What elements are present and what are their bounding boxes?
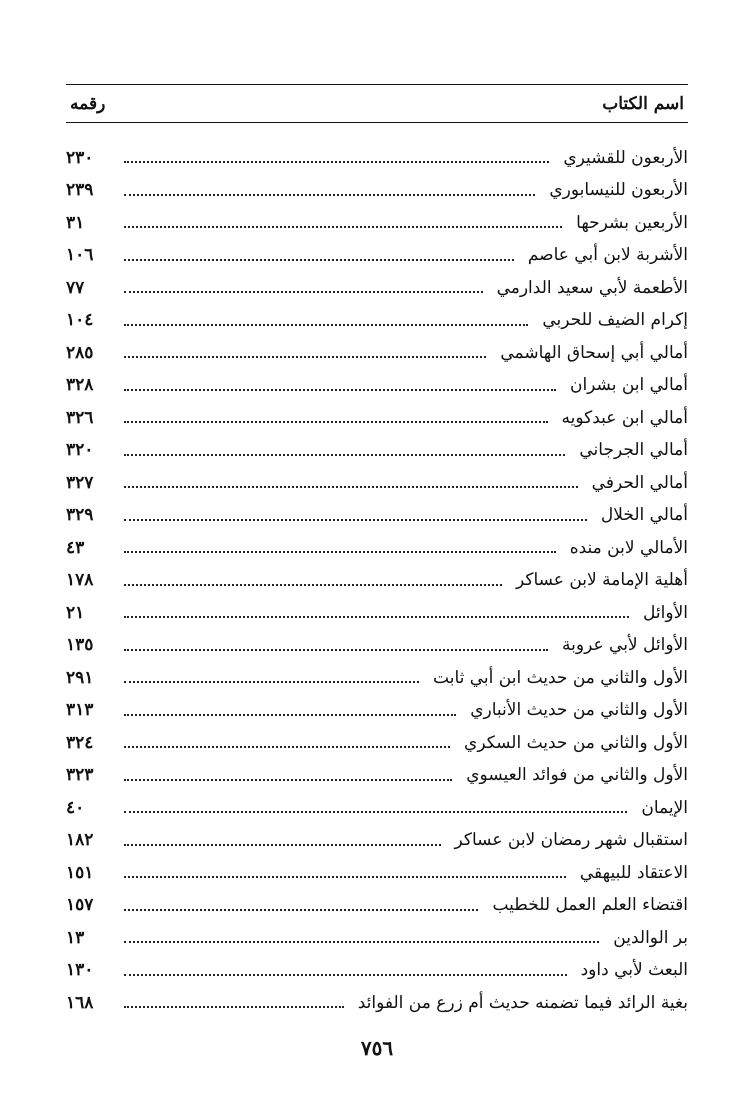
book-number: ٢٣٠ (66, 147, 94, 168)
book-title: الأوائل (643, 602, 688, 623)
dot-leader (124, 356, 486, 358)
book-title: الأول والثاني من حديث ابن أبي ثابت (433, 667, 688, 688)
book-title: أمالي الحرفي (591, 472, 688, 493)
dot-leader (124, 389, 556, 391)
book-title: أمالي أبي إسحاق الهاشمي (500, 342, 688, 363)
book-title: اقتضاء العلم العمل للخطيب (492, 895, 688, 916)
index-entry (66, 435, 688, 468)
book-number: ٤٠ (66, 797, 85, 818)
book-title: بر الوالدين (613, 927, 688, 948)
dot-leader (124, 486, 578, 488)
dot-leader (124, 649, 548, 651)
book-number: ٣٢٠ (66, 440, 94, 461)
book-number: ٤٣ (66, 537, 85, 558)
book-number: ١٥٧ (66, 895, 94, 916)
book-number: ٣١٣ (66, 700, 94, 721)
book-title: أهلية الإمامة لابن عساكر (515, 570, 688, 591)
index-entry (66, 240, 688, 273)
dot-leader (124, 161, 549, 163)
index-list (66, 142, 688, 1020)
book-number: ١٨٢ (66, 830, 94, 851)
book-title: الأطعمة لأبي سعيد الدارمي (496, 277, 688, 298)
book-number: ١٠٤ (66, 310, 94, 331)
book-title: الأول والثاني من حديث السكري (464, 732, 688, 753)
book-number: ٣٢٨ (66, 375, 94, 396)
book-number: ١٥١ (66, 862, 94, 883)
index-entry (66, 760, 688, 793)
dot-leader (124, 941, 599, 943)
book-title-column-header: اسم الكتاب (602, 93, 684, 114)
index-entry (66, 402, 688, 435)
index-entry (66, 695, 688, 728)
dot-leader (124, 259, 514, 261)
book-title: الأول والثاني من فوائد العيسوي (466, 765, 688, 786)
index-entry (66, 175, 688, 208)
dot-leader (124, 519, 587, 521)
index-entry (66, 305, 688, 338)
book-number: ٢١ (66, 602, 85, 623)
index-entry (66, 662, 688, 695)
dot-leader (124, 226, 562, 228)
book-title: الاعتقاد للبيهقي (579, 862, 688, 883)
dot-leader (124, 779, 452, 781)
book-number: ٢٣٩ (66, 180, 94, 201)
book-title: الأربعون للقشيري (563, 147, 688, 168)
book-number: ٢٨٥ (66, 342, 94, 363)
book-title: إكرام الضيف للحربي (542, 310, 688, 331)
book-number: ٢٩١ (66, 667, 94, 688)
index-entry (66, 500, 688, 533)
book-number: ١٧٨ (66, 570, 94, 591)
book-title: الأمالي لابن منده (569, 537, 688, 558)
book-title: أمالي ابن عبدكويه (561, 407, 688, 428)
index-entry (66, 792, 688, 825)
book-number: ٣٢٩ (66, 505, 94, 526)
dot-leader (124, 324, 528, 326)
book-title: أمالي الجرجاني (579, 440, 688, 461)
index-entry (66, 272, 688, 305)
index-entry (66, 370, 688, 403)
dot-leader (124, 616, 629, 618)
index-entry (66, 857, 688, 890)
table-header (66, 84, 688, 123)
book-title: الأربعين بشرحها (576, 212, 688, 233)
dot-leader (124, 714, 456, 716)
book-title: الأربعون للنيسابوري (549, 180, 688, 201)
index-entry (66, 532, 688, 565)
index-entry (66, 727, 688, 760)
book-number: ٣١ (66, 212, 85, 233)
index-entry (66, 467, 688, 500)
book-title: الأوائل لأبي عروبة (562, 635, 688, 656)
page-number: ٧٥٦ (360, 1036, 394, 1060)
index-entry (66, 142, 688, 175)
dot-leader (124, 844, 441, 846)
book-title: البعث لأبي داود (580, 960, 688, 981)
dot-leader (124, 1006, 344, 1008)
book-title: استقبال شهر رمضان لابن عساكر (454, 830, 688, 851)
index-entry (66, 890, 688, 923)
index-entry (66, 922, 688, 955)
index-entry (66, 597, 688, 630)
index-entry (66, 987, 688, 1020)
index-entry (66, 825, 688, 858)
book-title: أمالي ابن بشران (569, 375, 688, 396)
index-entry (66, 955, 688, 988)
book-number: ١٣٥ (66, 635, 94, 656)
dot-leader (124, 421, 548, 423)
book-title: أمالي الخلال (600, 505, 688, 526)
index-entry (66, 565, 688, 598)
index-entry (66, 337, 688, 370)
book-number: ١٦٨ (66, 992, 94, 1013)
dot-leader (124, 746, 450, 748)
index-entry (66, 207, 688, 240)
book-title: الأول والثاني من حديث الأنباري (470, 700, 688, 721)
book-title: الإيمان (641, 797, 688, 818)
dot-leader (124, 291, 483, 293)
book-number: ٣٢٣ (66, 765, 94, 786)
book-title: بغية الرائد فيما تضمنه حديث أم زرع من الفوائد (357, 992, 688, 1013)
book-number: ١٣ (66, 927, 85, 948)
index-entry (66, 630, 688, 663)
dot-leader (124, 551, 556, 553)
book-number: ٣٢٧ (66, 472, 94, 493)
dot-leader (124, 974, 567, 976)
number-column-header: رقمه (70, 93, 106, 114)
dot-leader (124, 454, 565, 456)
book-number: ٣٢٤ (66, 732, 94, 753)
book-number: ٣٢٦ (66, 407, 94, 428)
book-number: ١٠٦ (66, 245, 94, 266)
dot-leader (124, 681, 419, 683)
dot-leader (124, 876, 566, 878)
dot-leader (124, 584, 502, 586)
dot-leader (124, 909, 478, 911)
book-title: الأشربة لابن أبي عاصم (527, 245, 688, 266)
dot-leader (124, 194, 535, 196)
book-number: ٧٧ (66, 277, 85, 298)
dot-leader (124, 811, 627, 813)
book-number: ١٣٠ (66, 960, 94, 981)
